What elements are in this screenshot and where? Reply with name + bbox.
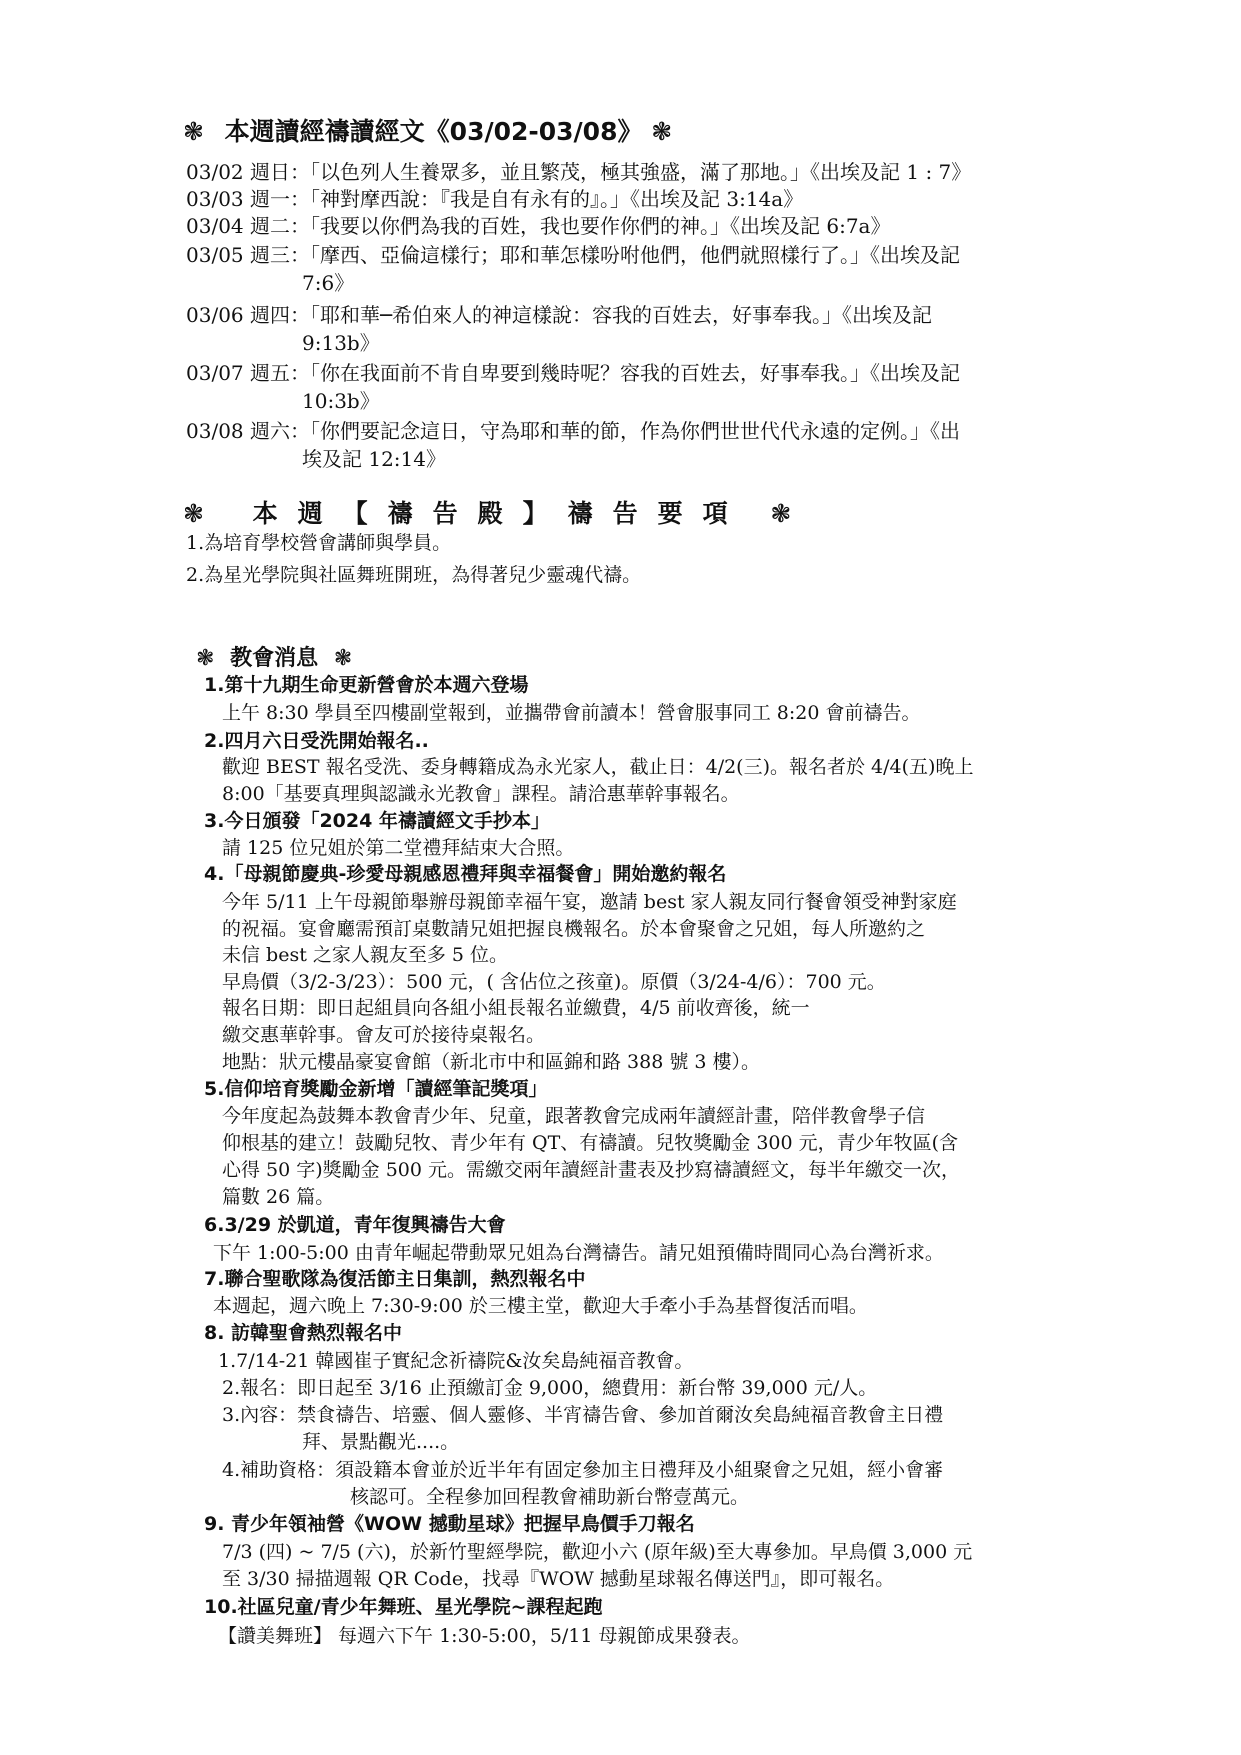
news-line: 請 125 位兄姐於第二堂禮拜結束大合照。 [222, 837, 575, 859]
reading-title-row [183, 112, 672, 148]
reading-text: 「以色列人生養眾多，並且繁茂，極其強盛，滿了那地。」《出埃及記 1 : 7》 [310, 160, 972, 184]
news-heading: 4.「母親節慶典-珍愛母親感恩禮拜與幸福餐會」開始邀約報名 [204, 863, 727, 885]
news-line: 2.報名：即日起至 3/16 止預繳訂金 9,000，總費用：新台幣 39,000 元/人。 [222, 1377, 878, 1399]
news-line: 今年 5/11 上午母親節舉辦母親節幸福午宴，邀請 best 家人親友同行餐會領受神對家庭 [222, 891, 957, 913]
prayer-item: 2.為星光學院與社區舞班開班，為得著兒少靈魂代禱。 [186, 564, 642, 586]
news-line: 報名日期：即日起組員向各組小組長報名並繳費，4/5 前收齊後，統一 [222, 997, 810, 1019]
news-line: 拜、景點觀光....。 [302, 1431, 460, 1453]
flower-icon: ❃ [770, 499, 792, 528]
news-line: 【讚美舞班】 每週六下午 1:30-5:00，5/11 母親節成果發表。 [218, 1625, 751, 1647]
reading-item [186, 360, 960, 386]
reading-item [186, 186, 803, 212]
news-line: 早鳥價（3/2-3/23）：500 元，( 含佔位之孩童)。原價（3/24-4/6）：700 元。 [222, 971, 886, 993]
news-line: 核認可。全程參加回程教會補助新台幣壹萬元。 [350, 1486, 750, 1508]
reading-continuation: 埃及記 12:14》 [302, 447, 446, 471]
reading-title: 本週讀經禱讀經文《03/02-03/08》 [224, 117, 643, 146]
news-line: 4.補助資格：須設籍本會並於近半年有固定參加主日禮拜及小組聚會之兄姐，經小會審 [222, 1459, 944, 1481]
news-heading: 8. 訪韓聖會熱烈報名中 [204, 1322, 403, 1344]
news-line: 繳交惠華幹事。會友可於接待桌報名。 [222, 1024, 546, 1046]
reading-text: 「神對摩西說：『我是自有永有的』。」《出埃及記 3:14a》 [310, 187, 804, 211]
reading-day: 03/03 週一： [186, 187, 310, 211]
flower-icon: ❃ [651, 117, 673, 146]
reading-text: 「我要以你們為我的百姓，我也要作你們的神。」《出埃及記 6:7a》 [310, 214, 891, 238]
news-heading: 5.信仰培育獎勵金新增「讀經筆記獎項」 [204, 1078, 548, 1100]
news-line: 仰根基的建立！鼓勵兒牧、青少年有 QT、有禱讀。兒牧獎勵金 300 元，青少年牧區(含 [222, 1132, 959, 1154]
news-line: 至 3/30 掃描週報 QR Code，找尋『WOW 撼動星球報名傳送門』，即可報名。 [222, 1568, 895, 1590]
news-line: 7/3 (四) ~ 7/5 (六)，於新竹聖經學院，歡迎小六 (原年級)至大專參加。早鳥價 3,000 元 [222, 1541, 973, 1563]
prayer-item: 1.為培育學校營會講師與學員。 [186, 532, 452, 554]
news-line: 的祝福。宴會廳需預訂桌數請兄姐把握良機報名。於本會聚會之兄姐，每人所邀約之 [222, 918, 926, 940]
reading-day: 03/05 週三： [186, 243, 310, 267]
news-line: 今年度起為鼓舞本教會青少年、兒童，跟著教會完成兩年讀經計畫，陪伴教會學子信 [222, 1105, 926, 1127]
reading-text: 「耶和華─希伯來人的神這樣說：容我的百姓去，好事奉我。」《出埃及記 [310, 303, 933, 327]
flower-icon: ❃ [183, 499, 204, 528]
reading-item [186, 213, 890, 239]
reading-item [186, 302, 932, 328]
reading-item [186, 159, 971, 185]
news-line: 篇數 26 篇。 [222, 1186, 335, 1208]
reading-day: 03/02 週日： [186, 160, 310, 184]
news-heading: 6.3/29 於凱道，青年復興禱告大會 [204, 1214, 506, 1236]
news-title-row [196, 641, 352, 672]
news-heading: 7.聯合聖歌隊為復活節主日集訓，熱烈報名中 [204, 1268, 586, 1290]
news-line: 8:00「基要真理與認識永光教會」課程。請洽惠華幹事報名。 [222, 783, 740, 805]
flower-icon: ❃ [196, 646, 215, 671]
news-heading: 1.第十九期生命更新營會於本週六登場 [204, 674, 529, 696]
reading-item [186, 418, 960, 444]
news-line: 本週起，週六晚上 7:30-9:00 於三樓主堂，歡迎大手牽小手為基督復活而唱。 [213, 1295, 868, 1317]
news-line: 1.7/14-21 韓國崔子實紀念祈禱院&汝矣島純福音教會。 [218, 1350, 694, 1372]
prayer-title-row [183, 494, 791, 530]
news-heading: 3.今日頒發「2024 年禱讀經文手抄本」 [204, 810, 550, 832]
news-line: 地點：狀元樓晶豪宴會館（新北市中和區錦和路 388 號 3 樓）。 [222, 1051, 761, 1073]
news-line: 未信 best 之家人親友至多 5 位。 [222, 944, 509, 966]
reading-day: 03/08 週六： [186, 419, 310, 443]
news-line: 3.內容：禁食禱告、培靈、個人靈修、半宵禱告會、參加首爾汝矣島純福音教會主日禮 [222, 1404, 944, 1426]
news-line: 歡迎 BEST 報名受洗、委身轉籍成為永光家人，截止日：4/2(三)。報名者於 4/4(五)晚上 [222, 756, 974, 778]
reading-day: 03/04 週二： [186, 214, 310, 238]
reading-text: 「你在我面前不肯自卑要到幾時呢？容我的百姓去，好事奉我。」《出埃及記 [310, 361, 960, 385]
prayer-title: 本週【禱告殿】禱告要項 [252, 499, 748, 528]
news-line: 心得 50 字)獎勵金 500 元。需繳交兩年讀經計畫表及抄寫禱讀經文，每半年繳交一次， [222, 1159, 961, 1181]
reading-item [186, 242, 960, 268]
reading-text: 「摩西、亞倫這樣行；耶和華怎樣吩咐他們，他們就照樣行了。」《出埃及記 [310, 243, 960, 267]
reading-day: 03/06 週四： [186, 303, 310, 327]
reading-continuation: 7:6》 [302, 271, 355, 295]
reading-continuation: 10:3b》 [302, 389, 380, 413]
news-title: 教會消息 [230, 646, 319, 671]
reading-continuation: 9:13b》 [302, 331, 380, 355]
news-line: 上午 8:30 學員至四樓副堂報到，並攜帶會前讀本！營會服事同工 8:20 會前禱告。 [222, 702, 921, 724]
news-heading: 10.社區兒童/青少年舞班、星光學院~課程起跑 [204, 1596, 603, 1618]
flower-icon: ❃ [333, 646, 353, 671]
news-line: 下午 1:00-5:00 由青年崛起帶動眾兄姐為台灣禱告。請兄姐預備時間同心為台灣祈求。 [213, 1242, 944, 1264]
news-heading: 9. 青少年領袖營《WOW 撼動星球》把握早鳥價手刀報名 [204, 1513, 695, 1535]
news-heading: 2.四月六日受洗開始報名.. [204, 730, 429, 752]
flower-icon: ❃ [183, 117, 204, 146]
reading-text: 「你們要記念這日，守為耶和華的節，作為你們世世代代永遠的定例。」《出 [310, 419, 960, 443]
reading-day: 03/07 週五： [186, 361, 310, 385]
